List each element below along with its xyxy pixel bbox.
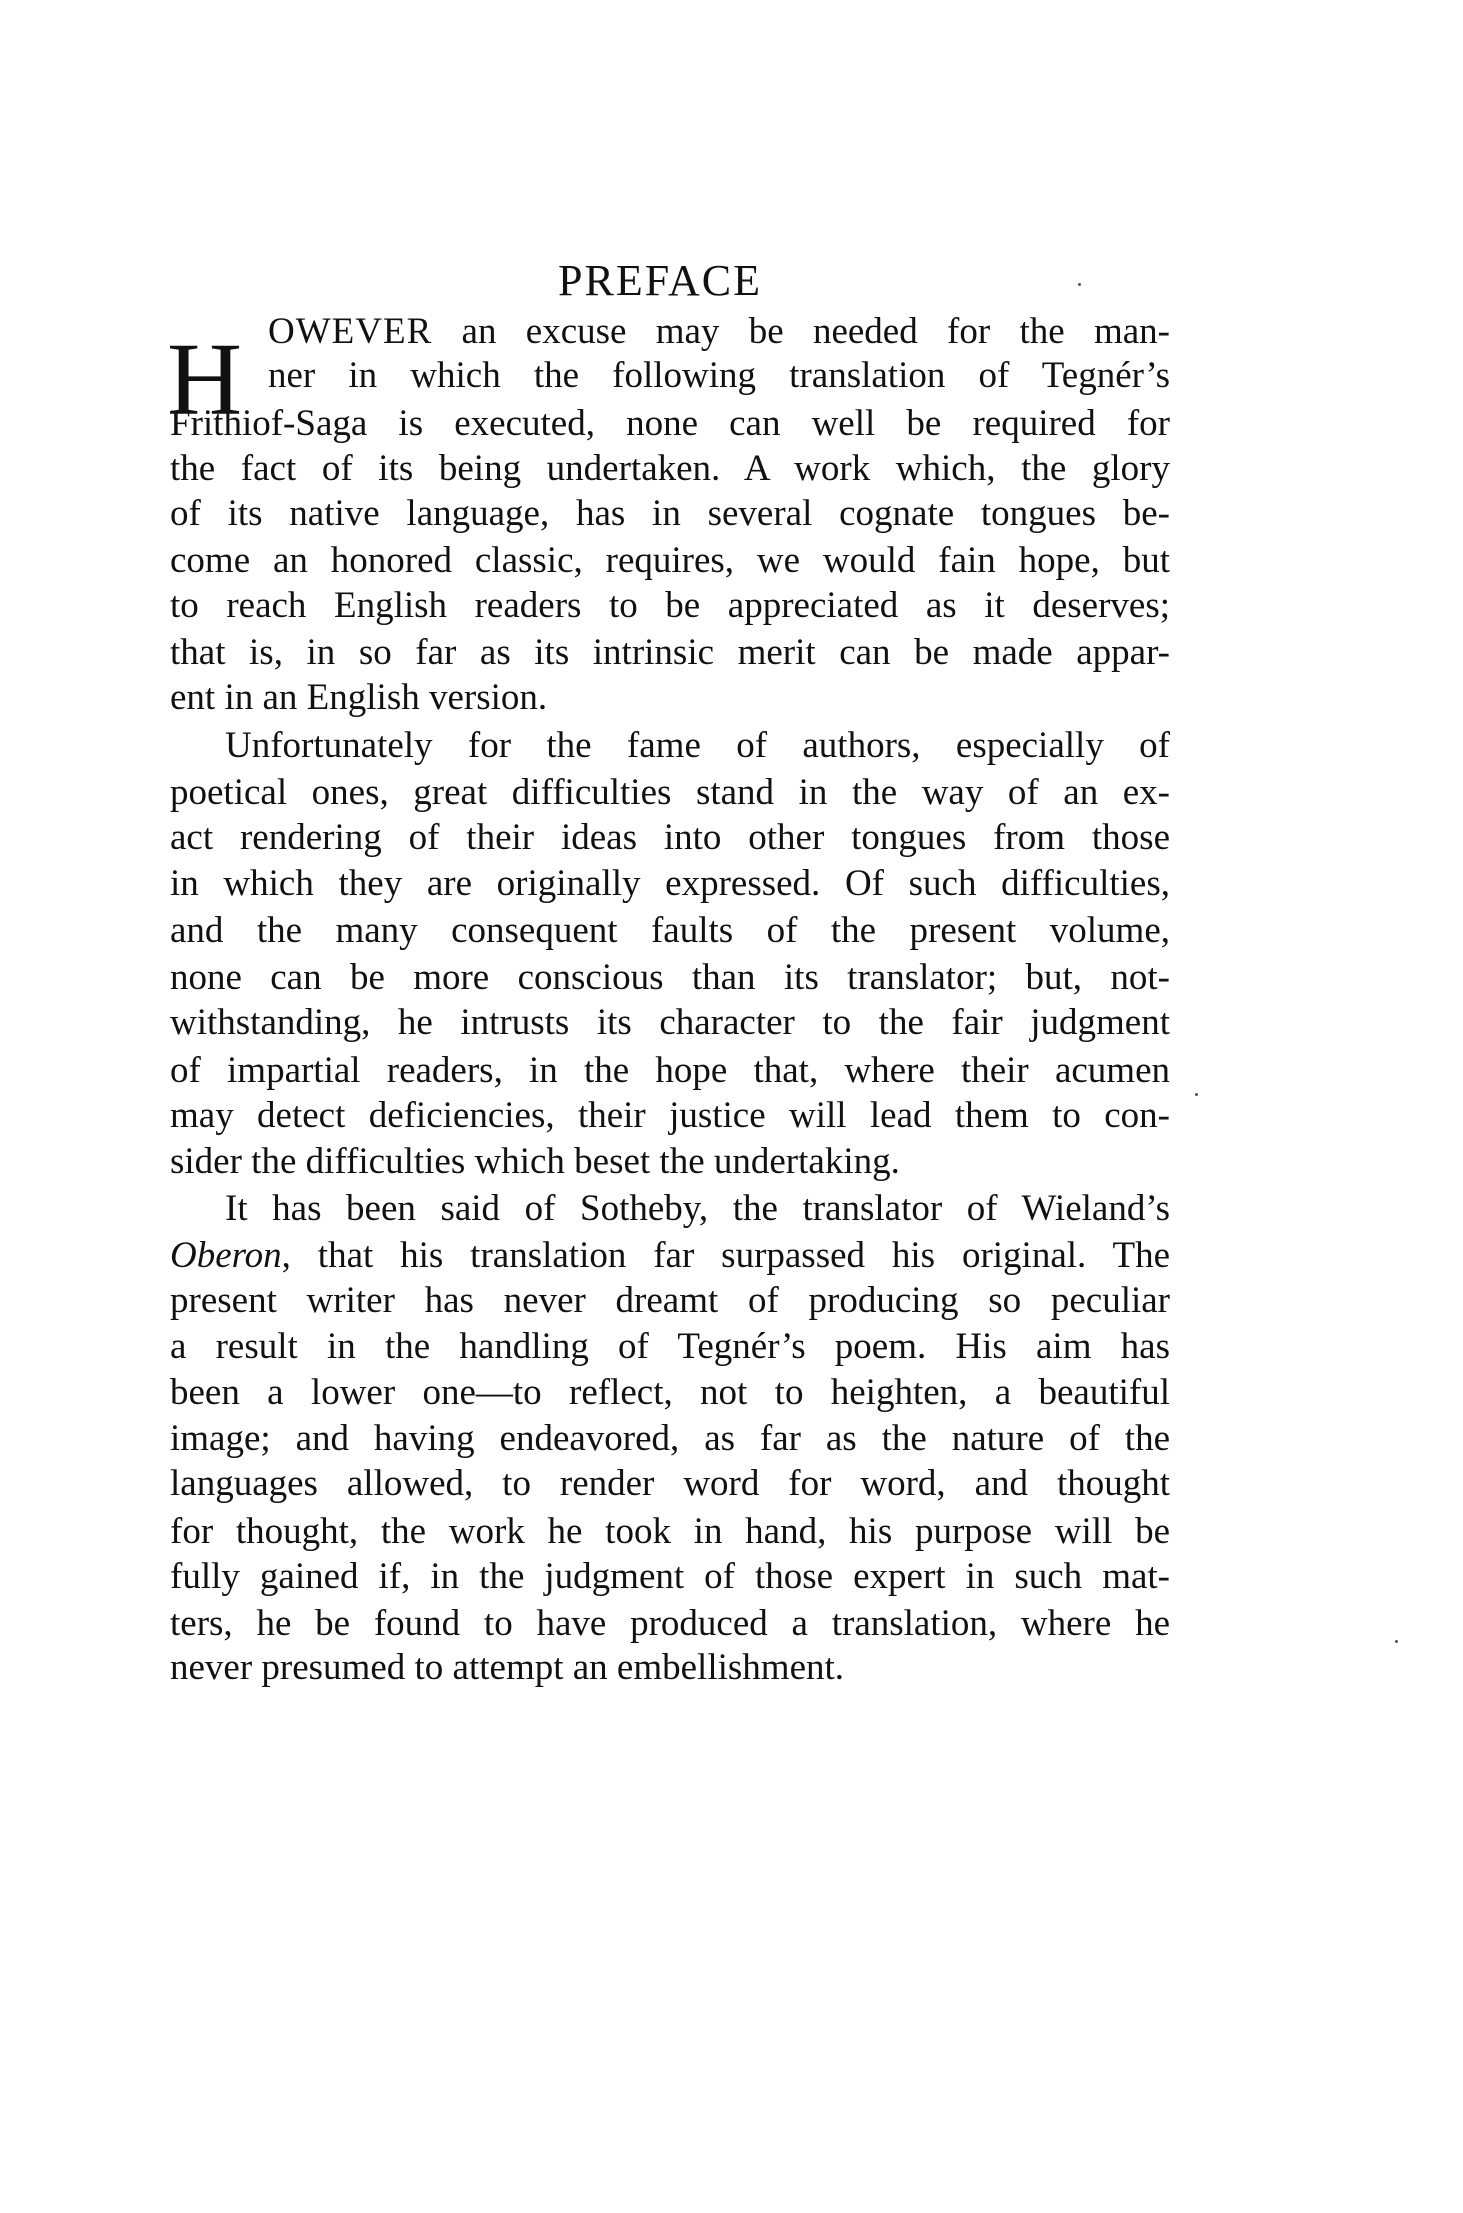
line-text: poetical ones, great difficulties stand in the way of an ex- — [170, 772, 1170, 813]
line-text: that is, in so far as its intrinsic merit can be made appar- — [170, 632, 1170, 673]
text-line — [170, 584, 1170, 628]
line-text: in which they are originally expressed. Of such difficulties, — [170, 863, 1170, 904]
text-line — [170, 1279, 1170, 1323]
text-line — [170, 447, 1170, 491]
text-line — [170, 1049, 1170, 1093]
small-caps-lead: OWEVER — [268, 311, 433, 352]
line-text: withstanding, he intrusts its character to the fair judgment — [170, 1002, 1170, 1043]
line-text: been a lower one—to reflect, not to heighten, a beautiful — [170, 1372, 1170, 1413]
text-line — [170, 1646, 1170, 1690]
text-line — [170, 1325, 1170, 1369]
text-line — [170, 1234, 1170, 1278]
line-text: Frithiof-Saga is executed, none can well be required for — [170, 403, 1170, 444]
line-text: never presumed to attempt an embellishment. — [170, 1647, 845, 1688]
line-text: none can be more conscious than its translator; but, not- — [170, 957, 1170, 998]
page-speck — [1078, 283, 1081, 286]
line-text: , that his translation far surpassed his original. The — [281, 1235, 1170, 1276]
line-text: languages allowed, to render word for word, and thought — [170, 1463, 1170, 1504]
text-line — [268, 310, 1170, 354]
text-line — [170, 956, 1170, 1000]
page-speck — [1395, 1640, 1398, 1643]
line-text: ner in which the following translation of Tegnér’s — [268, 355, 1170, 396]
line-text: of impartial readers, in the hope that, where their acumen — [170, 1050, 1170, 1091]
text-line — [170, 402, 1170, 446]
text-line — [170, 1417, 1170, 1461]
text-line — [170, 1001, 1170, 1045]
line-text: present writer has never dreamt of producing so peculiar — [170, 1280, 1170, 1321]
text-line — [170, 862, 1170, 906]
line-text: act rendering of their ideas into other tongues from those — [170, 817, 1170, 858]
line-text: for thought, the work he took in hand, his purpose will be — [170, 1511, 1170, 1552]
line-text: to reach English readers to be appreciated as it deserves; — [170, 585, 1170, 626]
line-text: ters, he be found to have produced a translation, where he — [170, 1603, 1170, 1644]
text-line — [170, 631, 1170, 675]
italic-title: Oberon — [170, 1235, 282, 1276]
line-text: image; and having endeavored, as far as the nature of the — [170, 1418, 1170, 1459]
line-text: It has been said of Sotheby, the translator of Wieland’s — [225, 1188, 1170, 1229]
text-line — [170, 1094, 1170, 1138]
line-text: fully gained if, in the judgment of those expert in such mat- — [170, 1556, 1170, 1597]
text-line — [225, 1187, 1170, 1231]
text-line — [170, 1140, 1170, 1184]
text-line — [170, 816, 1170, 860]
text-line — [170, 1510, 1170, 1554]
text-line — [268, 354, 1170, 398]
text-line — [170, 1602, 1170, 1646]
line-text: the fact of its being undertaken. A work which, the glory — [170, 448, 1170, 489]
line-text: come an honored classic, requires, we would fain hope, but — [170, 540, 1170, 581]
text-line — [170, 1371, 1170, 1415]
text-line — [170, 909, 1170, 953]
drop-cap: H — [167, 322, 243, 437]
text-line — [170, 492, 1170, 536]
page-title: PREFACE — [558, 256, 762, 305]
line-text: sider the difficulties which beset the undertaking. — [170, 1141, 900, 1182]
line-text: may detect deficiencies, their justice will lead them to con- — [170, 1095, 1170, 1136]
line-text: ent in an English version. — [170, 677, 548, 718]
line-text: an excuse may be needed for the man- — [432, 311, 1170, 352]
text-line — [225, 724, 1170, 768]
line-text: and the many consequent faults of the present volume, — [170, 910, 1170, 951]
text-line — [170, 676, 1170, 720]
line-text: Unfortunately for the fame of authors, especially of — [225, 725, 1170, 766]
line-text: a result in the handling of Tegnér’s poem. His aim has — [170, 1326, 1170, 1367]
line-text: of its native language, has in several cognate tongues be- — [170, 493, 1170, 534]
page-speck — [1195, 1093, 1198, 1096]
text-line — [170, 1555, 1170, 1599]
text-line — [170, 771, 1170, 815]
text-line — [170, 539, 1170, 583]
text-line — [170, 1462, 1170, 1506]
